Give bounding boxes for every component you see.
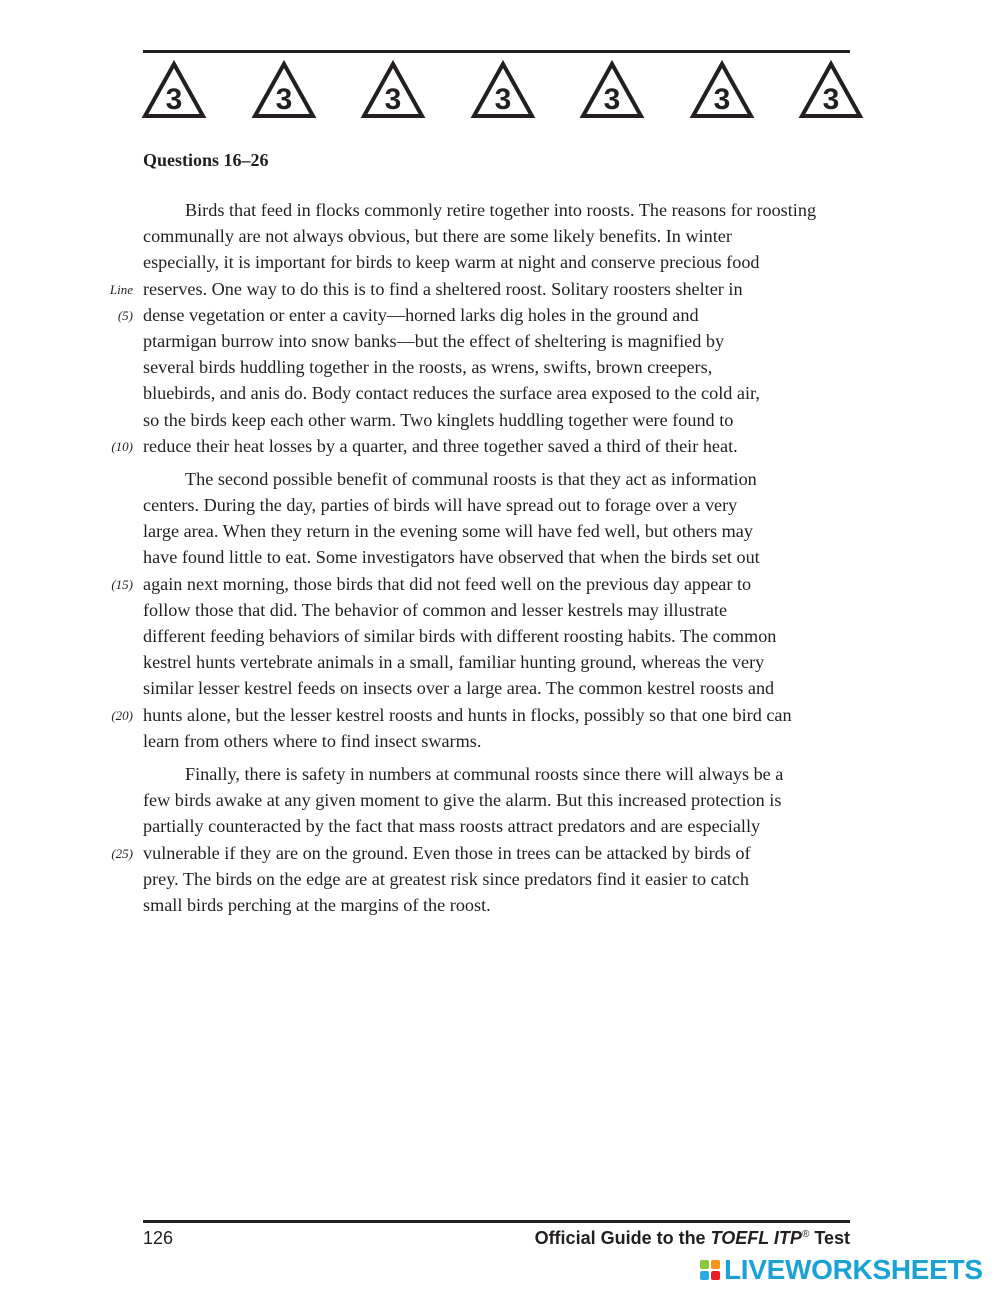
passage-line-text: especially, it is important for birds to keep warm at night and conserve precious food — [143, 252, 760, 273]
line-number-label: (10) — [111, 438, 133, 454]
passage-line-text: Finally, there is safety in numbers at communal roosts since there will always be a — [185, 763, 784, 784]
passage-line — [0, 328, 1000, 354]
passage-line — [0, 302, 1000, 328]
passage-line-text: have found little to eat. Some investigators have observed that when the birds set out — [143, 547, 760, 568]
section-number: 3 — [165, 83, 183, 116]
section-marker-icon — [470, 59, 536, 121]
logo-square — [711, 1260, 720, 1269]
page-number: 126 — [143, 1228, 174, 1248]
footer-title-prefix: Official Guide to the — [534, 1228, 711, 1248]
logo-square — [700, 1271, 709, 1280]
passage-line-text: few birds awake at any given moment to give the alarm. But this increased protection is — [143, 790, 782, 811]
passage-line-text: centers. During the day, parties of birds will have spread out to forage over a very — [143, 495, 738, 516]
liveworksheets-logo-icon — [700, 1260, 720, 1280]
line-number-label: (15) — [111, 576, 133, 592]
section-marker-row — [141, 59, 866, 121]
passage-line — [0, 813, 1000, 839]
section-marker-icon — [360, 59, 426, 121]
paragraph-break — [0, 754, 1000, 761]
passage-line — [0, 466, 1000, 492]
section-number: 3 — [822, 83, 840, 116]
line-number-label: (5) — [117, 307, 133, 323]
passage-line-text: prey. The birds on the edge are at greatest risk since predators find it easier to catch — [143, 868, 750, 889]
footer-title-suffix: Test — [809, 1228, 850, 1248]
passage-line — [0, 649, 1000, 675]
passage-line — [0, 892, 1000, 918]
logo-square — [700, 1260, 709, 1269]
passage-line — [0, 702, 1000, 728]
passage-line — [0, 223, 1000, 249]
passage-line — [0, 518, 1000, 544]
line-number-label: (20) — [111, 707, 133, 723]
passage-line-text: several birds huddling together in the roosts, as wrens, swifts, brown creepers, — [143, 357, 713, 378]
passage-line-text: again next morning, those birds that did not feed well on the previous day appear to — [143, 573, 752, 594]
passage-line-text: ptarmigan burrow into snow banks—but the effect of sheltering is magnified by — [143, 330, 725, 351]
passage-line-text: dense vegetation or enter a cavity—horned larks dig holes in the ground and — [143, 304, 699, 325]
questions-heading: Questions 16–26 — [143, 150, 269, 170]
passage-line — [0, 597, 1000, 623]
section-marker-icon — [798, 59, 864, 121]
passage-line-text: communally are not always obvious, but there are some likely benefits. In winter — [143, 226, 732, 247]
passage-line — [0, 433, 1000, 459]
footer-title-italic: TOEFL ITP — [710, 1228, 802, 1248]
header-rule — [143, 50, 850, 53]
passage-line — [0, 492, 1000, 518]
passage-line — [0, 380, 1000, 406]
passage-line — [0, 407, 1000, 433]
reading-passage — [0, 197, 1000, 918]
passage-line — [0, 761, 1000, 787]
liveworksheets-brand-text: LIVEWORKSHEETS — [724, 1254, 983, 1285]
section-number: 3 — [713, 83, 730, 116]
passage-line-text: reserves. One way to do this is to find a sheltered roost. Solitary roosters shelter in — [143, 278, 743, 299]
passage-line-text: bluebirds, and anis do. Body contact reduces the surface area exposed to the cold air, — [143, 383, 760, 404]
passage-line-text: follow those that did. The behavior of common and lesser kestrels may illustrate — [143, 599, 728, 620]
line-number-label: Line — [109, 281, 133, 297]
section-marker-icon — [251, 59, 317, 121]
passage-line — [0, 544, 1000, 570]
section-marker-icon — [579, 59, 645, 121]
paragraph-break — [0, 459, 1000, 466]
passage-line-text: different feeding behaviors of similar birds with different roosting habits. The common — [143, 626, 777, 646]
passage-line — [0, 728, 1000, 754]
logo-square — [711, 1271, 720, 1280]
passage-line-text: large area. When they return in the evening some will have fed well, but others may — [143, 521, 753, 542]
footer-book-title — [535, 1228, 850, 1249]
passage-line — [0, 354, 1000, 380]
passage-line — [0, 840, 1000, 866]
registered-mark: ® — [801, 1229, 810, 1240]
passage-line-text: partially counteracted by the fact that mass roosts attract predators and are especially — [143, 816, 761, 837]
passage-line-text: vulnerable if they are on the ground. Even those in trees can be attacked by birds of — [143, 842, 751, 863]
passage-line-text: kestrel hunts vertebrate animals in a small, familiar hunting ground, whereas the very — [143, 652, 765, 673]
passage-line — [0, 675, 1000, 701]
section-number: 3 — [494, 83, 511, 116]
liveworksheets-watermark — [700, 1253, 983, 1287]
passage-line-text: Birds that feed in flocks commonly retire together into roosts. The reasons for roosting — [185, 200, 817, 220]
passage-line — [0, 197, 1000, 223]
line-number-label: (25) — [111, 845, 133, 861]
passage-line-text: so the birds keep each other warm. Two kinglets huddling together were found to — [143, 409, 734, 430]
section-number: 3 — [275, 83, 292, 116]
passage-line-text: reduce their heat losses by a quarter, and three together saved a third of their heat. — [143, 435, 738, 456]
passage-line — [0, 276, 1000, 302]
passage-line — [0, 866, 1000, 892]
section-marker-icon — [689, 59, 755, 121]
passage-line-text: The second possible benefit of communal roosts is that they act as information — [185, 468, 757, 489]
passage-line — [0, 571, 1000, 597]
section-number: 3 — [384, 83, 402, 116]
passage-line — [0, 249, 1000, 275]
footer-rule — [143, 1220, 850, 1223]
passage-line-text: similar lesser kestrel feeds on insects over a large area. The common kestrel roosts and — [143, 678, 775, 699]
section-marker-icon — [141, 59, 207, 121]
passage-line-text: hunts alone, but the lesser kestrel roosts and hunts in flocks, possibly so that one bird can — [143, 704, 792, 725]
passage-line — [0, 623, 1000, 649]
passage-line-text: small birds perching at the margins of the roost. — [143, 894, 491, 915]
section-number: 3 — [603, 83, 621, 116]
passage-line-text: learn from others where to find insect swarms. — [143, 730, 482, 751]
passage-line — [0, 787, 1000, 813]
